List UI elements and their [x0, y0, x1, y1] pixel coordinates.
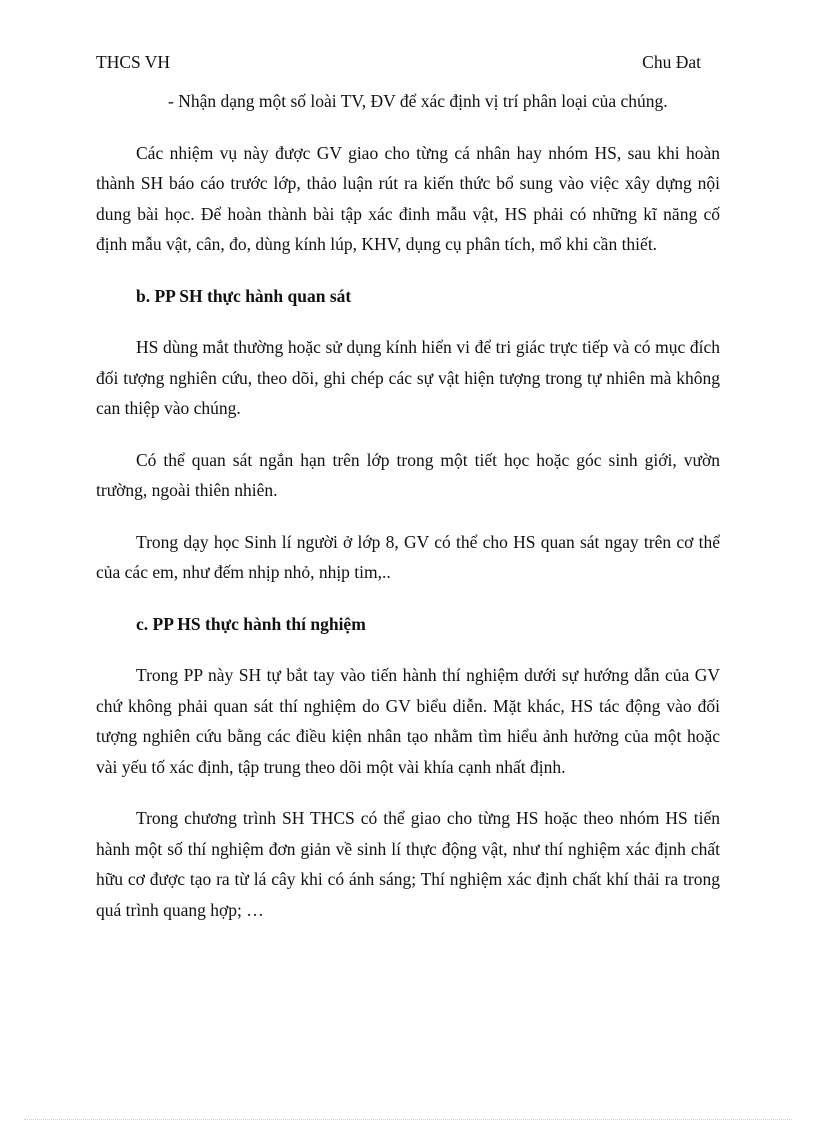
- paragraph-5: Trong PP này SH tự bắt tay vào tiến hành thí nghiệm dưới sự hướng dẫn của GV chứ không phải quan sát thí nghiệm do GV biểu diễn. Mặt khác, HS tác động vào đối tượng nghiên cứu bằng các điều kiện nhân tạo nhằm tìm hiểu ảnh hưởng của một hoặc vài yếu tố xác định, tập trung theo dõi một vài khía cạnh nhất định.: [96, 665, 720, 777]
- section-heading-c: c. PP HS thực hành thí nghiệm: [136, 613, 366, 634]
- paragraph-3: Có thể quan sát ngắn hạn trên lớp trong một tiết học hoặc góc sinh giới, vườn trường, ngoài thiên nhiên.: [96, 449, 720, 500]
- header-right-text: Chu Đat: [642, 52, 701, 72]
- paragraph-2: HS dùng mắt thường hoặc sử dụng kính hiển vi để tri giác trực tiếp và có mục đích đối tượng nghiên cứu, theo dõi, ghi chép các sự vật hiện tượng trong tự nhiên mà không can thiệp vào chúng.: [96, 337, 720, 418]
- page-header: [96, 52, 701, 74]
- page-bottom-divider: [24, 1119, 792, 1120]
- paragraph-6: Trong chương trình SH THCS có thể giao cho từng HS hoặc theo nhóm HS tiến hành một số thí nghiệm đơn giản về sinh lí thực động vật, như thí nghiệm xác định chất hữu cơ được tạo ra từ lá cây khi có ánh sáng; Thí nghiệm xác định chất khí thải ra trong quá trình quang hợp; …: [96, 808, 720, 920]
- paragraph-4: Trong dạy học Sinh lí người ở lớp 8, GV có thể cho HS quan sát ngay trên cơ thể của các em, như đếm nhịp nhỏ, nhịp tim,..: [96, 531, 720, 582]
- section-heading-b: b. PP SH thực hành quan sát: [136, 285, 352, 306]
- document-body: [96, 86, 720, 946]
- paragraph-1: Các nhiệm vụ này được GV giao cho từng cá nhân hay nhóm HS, sau khi hoàn thành SH báo cáo trước lớp, thảo luận rút ra kiến thức bổ sung vào việc xây dựng nội dung bài học. Để hoàn thành bài tập xác đinh mẫu vật, HS phải có những kĩ năng cố định mẫu vật, cân, đo, dùng kính lúp, KHV, dụng cụ phân tích, mổ khi cần thiết.: [96, 142, 720, 254]
- header-left-text: THCS VH: [96, 52, 171, 72]
- bullet-line: - Nhận dạng một số loài TV, ĐV để xác định vị trí phân loại của chúng.: [168, 91, 668, 111]
